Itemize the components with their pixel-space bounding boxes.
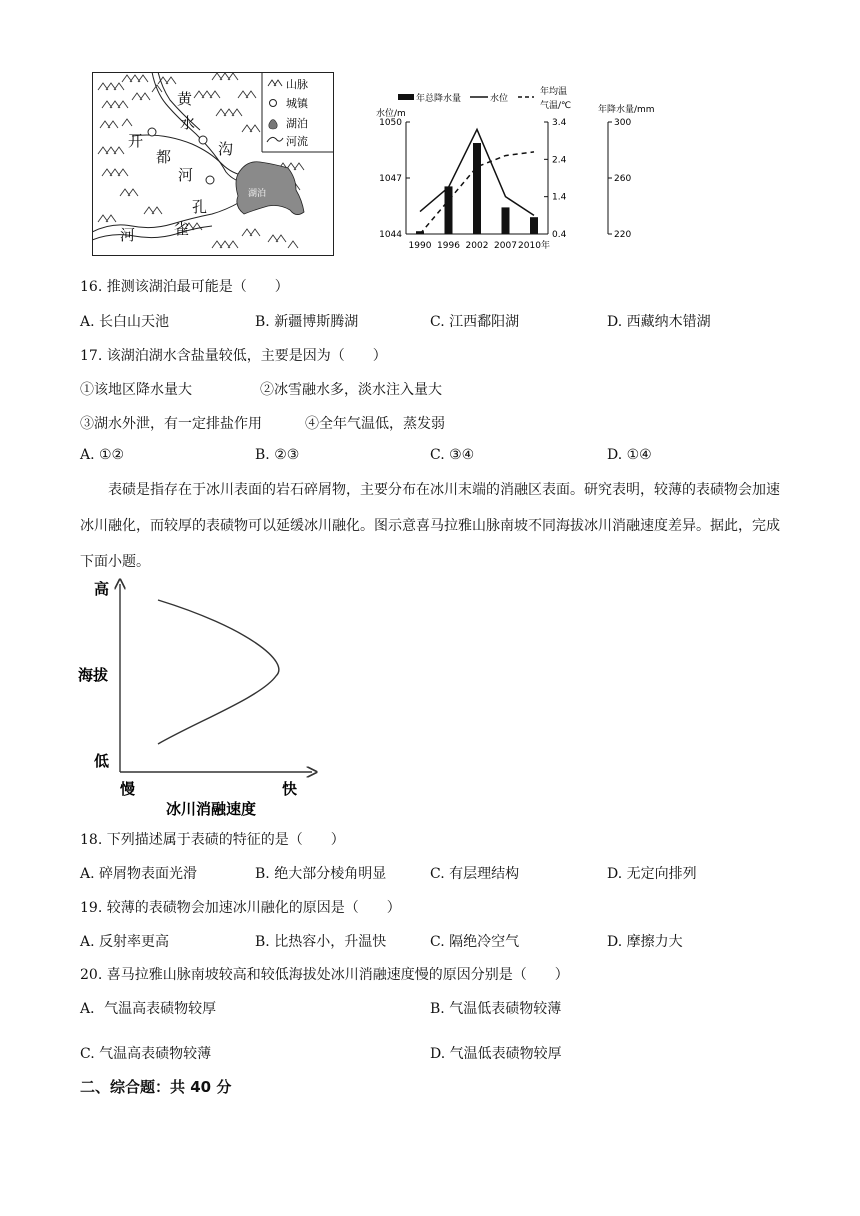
q18-option-d[interactable]: D. 无定向排列 <box>607 866 697 882</box>
q20-option-d[interactable]: D. 气温低表碛物较厚 <box>430 1046 562 1062</box>
q18-option-a[interactable]: A. 碎屑物表面光滑 <box>80 866 198 882</box>
x-slow-label: 慢 <box>120 780 136 798</box>
right-tick-label: 260 <box>614 174 632 184</box>
right-tick-label: 220 <box>614 230 632 240</box>
legend-river: 河流 <box>286 135 308 148</box>
x-tick-label: 2007 <box>494 241 517 251</box>
q18-option-c[interactable]: C. 有层理结构 <box>430 866 520 882</box>
map-label-he2: 河 <box>120 226 136 244</box>
q17-option-b[interactable]: B. ②③ <box>255 447 300 463</box>
legend-precip-swatch <box>398 94 414 100</box>
x-tick-label: 2010年 <box>518 241 550 251</box>
q16-option-c[interactable]: C. 江西鄱阳湖 <box>430 314 520 330</box>
q17-stem: 17. 该湖泊湖水含盐量较低，主要是因为（ ） <box>80 348 387 364</box>
x-fast-label: 快 <box>282 780 298 798</box>
map-label-he1: 河 <box>178 166 194 184</box>
q18-stem: 18. 下列描述属于表碛的特征的是（ ） <box>80 832 345 848</box>
map-label-du: 都 <box>156 148 172 166</box>
q16-option-b[interactable]: B. 新疆博斯腾湖 <box>255 314 359 330</box>
q19-option-c[interactable]: C. 隔绝冷空气 <box>430 934 520 950</box>
x-tick-label: 1990 <box>408 241 432 251</box>
map-label-shui: 水 <box>180 114 196 132</box>
melt-speed-chart <box>76 572 326 820</box>
map-label-que: 雀 <box>174 220 190 238</box>
town-marker <box>199 136 207 144</box>
q17-item-3: ③湖水外泄，有一定排盐作用 <box>80 416 262 432</box>
legend-precip: 年总降水量 <box>416 94 462 104</box>
lake-label: 湖泊 <box>248 189 267 199</box>
legend-lake: 湖泊 <box>286 117 308 130</box>
q19-option-a[interactable]: A. 反射率更高 <box>80 934 170 950</box>
town-marker <box>148 128 156 136</box>
precip-bar <box>445 186 453 234</box>
legend-temp: 年均温 <box>540 87 568 97</box>
q17-option-c[interactable]: C. ③④ <box>430 447 475 463</box>
right-tick-label: 300 <box>614 118 632 128</box>
x-tick-label: 1996 <box>437 241 460 251</box>
left-axis-title: 水位/m <box>376 109 406 119</box>
q20-option-c[interactable]: C. 气温高表碛物较薄 <box>80 1046 212 1062</box>
legend-water: 水位 <box>490 94 509 104</box>
q16-option-d[interactable]: D. 西藏纳木错湖 <box>607 314 711 330</box>
mid-tick-label: 0.4 <box>552 230 567 240</box>
mid-tick-label: 3.4 <box>552 118 567 128</box>
x-axis-label: 冰川消融速度 <box>166 800 257 818</box>
melt-curve <box>158 600 279 744</box>
precip-bar <box>473 143 481 234</box>
climate-chart <box>370 84 670 258</box>
q19-option-b[interactable]: B. 比热容小，升温快 <box>255 934 387 950</box>
town-marker <box>206 176 214 184</box>
q18-option-b[interactable]: B. 绝大部分棱角明显 <box>255 866 387 882</box>
q16-option-a[interactable]: A. 长白山天池 <box>80 314 170 330</box>
q17-item-1: ①该地区降水量大 <box>80 382 192 398</box>
left-tick-label: 1050 <box>379 118 402 128</box>
precip-bar <box>530 217 538 234</box>
q19-option-d[interactable]: D. 摩擦力大 <box>607 934 683 950</box>
y-low-label: 低 <box>94 752 110 770</box>
map-label-huang: 黄 <box>177 90 193 108</box>
q16-stem: 16. 推测该湖泊最可能是（ ） <box>80 279 289 295</box>
q19-stem: 19. 较薄的表碛物会加速冰川融化的原因是（ ） <box>80 900 401 916</box>
y-axis-label: 海拔 <box>78 666 109 684</box>
x-tick-label: 2002 <box>465 241 489 251</box>
mid-tick-label: 1.4 <box>552 192 567 203</box>
q20-option-b[interactable]: B. 气温低表碛物较薄 <box>430 1001 562 1017</box>
legend-town: 城镇 <box>286 97 308 110</box>
left-tick-label: 1044 <box>379 230 402 240</box>
precip-bar <box>502 207 510 234</box>
mid-axis-title: 气温/℃ <box>540 101 572 111</box>
mid-tick-label: 2.4 <box>552 155 567 166</box>
q17-item-4: ④全年气温低，蒸发弱 <box>305 416 445 432</box>
q17-option-d[interactable]: D. ①④ <box>607 447 652 463</box>
left-tick-label: 1047 <box>379 174 402 184</box>
section-2-heading: 二、综合题：共 40 分 <box>80 1078 232 1096</box>
map-label-kong: 孔 <box>192 198 208 216</box>
map-label-kai: 开 <box>128 132 144 150</box>
q20-option-a[interactable]: A．气温高表碛物较厚 <box>80 1001 217 1017</box>
passage-text: 表碛是指存在于冰川表面的岩石碎屑物，主要分布在冰川末端的消融区表面。研究表明，较薄的表碛物会加速冰川融化，而较厚的表碛物可以延缓冰川融化。图示意喜马拉雅山脉南坡不同海拔冰川消融速度差异。据此，完成下面小题。 <box>80 482 780 570</box>
legend-mountain: 山脉 <box>286 78 308 91</box>
map-label-gou: 沟 <box>218 140 234 158</box>
q17-item-2: ②冰雪融水多，淡水注入量大 <box>260 382 442 398</box>
lake-map <box>92 72 334 256</box>
right-axis-title: 年降水量/mm <box>598 105 655 115</box>
q20-stem: 20. 喜马拉雅山脉南坡较高和较低海拔处冰川消融速度慢的原因分别是（ ） <box>80 967 569 983</box>
y-high-label: 高 <box>94 580 110 598</box>
q17-option-a[interactable]: A. ①② <box>80 447 125 463</box>
